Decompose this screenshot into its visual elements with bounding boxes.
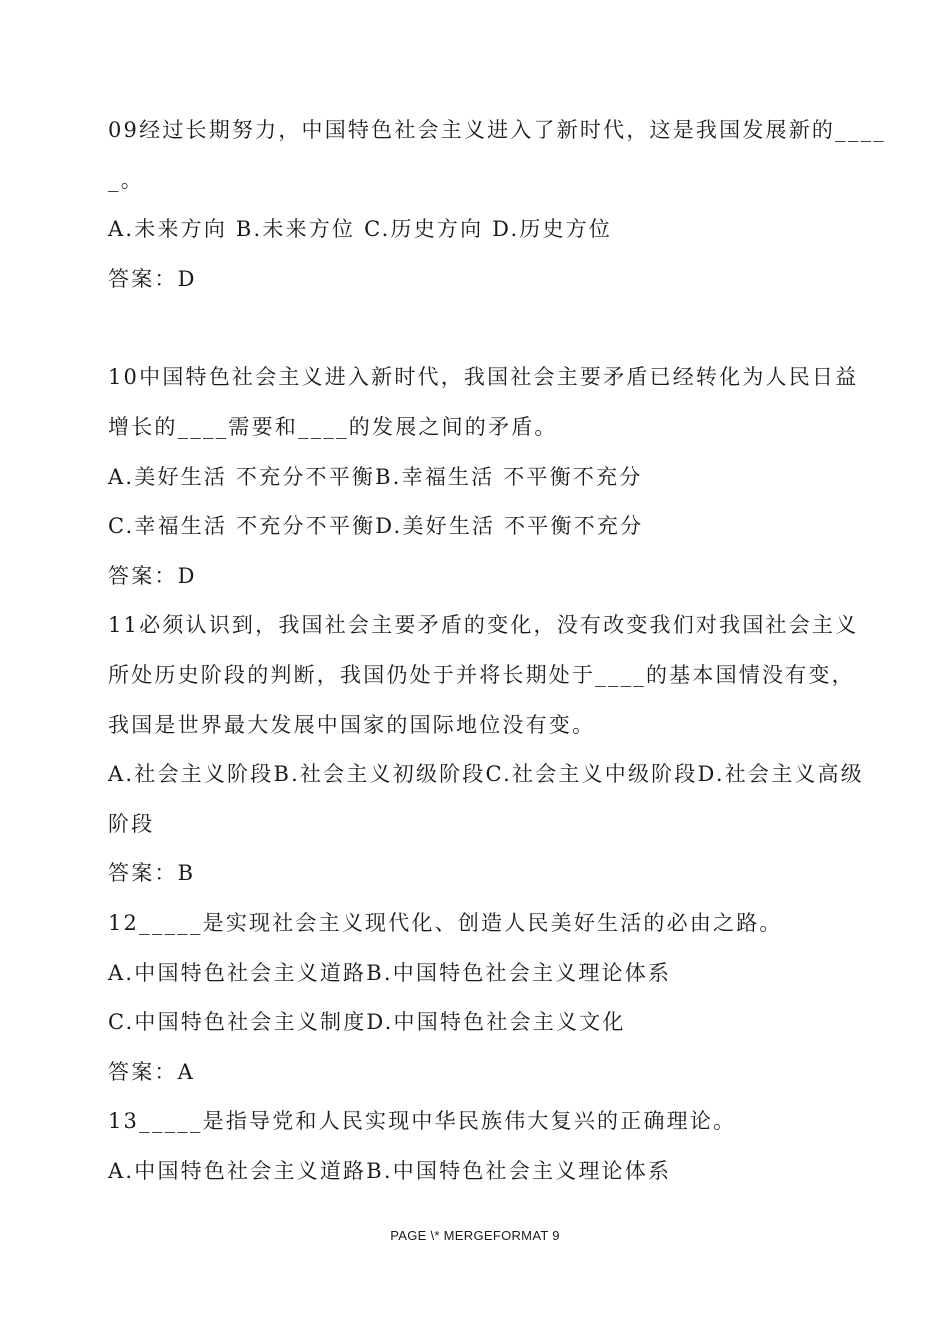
question-13 xyxy=(108,1097,844,1196)
question-text: 我国是世界最大发展中国家的国际地位没有变。 xyxy=(108,712,596,737)
page-footer: PAGE \* MERGEFORMAT 9 xyxy=(390,1228,560,1243)
answer-key: 答案：A xyxy=(108,1059,195,1084)
answer-key: 答案：D xyxy=(108,266,197,291)
question-text: 09经过长期努力，中国特色社会主义进入了新时代，这是我国发展新的____ xyxy=(108,118,886,142)
question-text: 13_____是指导党和人民实现中华民族伟大复兴的正确理论。 xyxy=(108,1109,737,1134)
answer-options: 阶段 xyxy=(108,811,155,836)
answer-options: C.幸福生活 不充分不平衡D.美好生活 不平衡不充分 xyxy=(108,514,644,539)
question-09 xyxy=(108,106,886,304)
answer-key: 答案：B xyxy=(108,861,196,886)
answer-options: A.美好生活 不充分不平衡B.幸福生活 不平衡不充分 xyxy=(108,464,643,489)
question-text: _。 xyxy=(108,167,144,192)
answer-options: C.中国特色社会主义制度D.中国特色社会主义文化 xyxy=(108,1010,626,1035)
question-11 xyxy=(108,601,864,899)
question-text: 10中国特色社会主义进入新时代，我国社会主要矛盾已经转化为人民日益 xyxy=(108,365,859,390)
answer-options: A.社会主义阶段B.社会主义初级阶段C.社会主义中级阶段D.社会主义高级 xyxy=(108,762,864,787)
answer-options: A.中国特色社会主义道路B.中国特色社会主义理论体系 xyxy=(108,960,672,985)
question-text: 11必须认识到，我国社会主要矛盾的变化，没有改变我们对我国社会主义 xyxy=(108,613,859,638)
paragraph-gap xyxy=(108,304,844,353)
answer-options: A.中国特色社会主义道路B.中国特色社会主义理论体系 xyxy=(108,1158,672,1183)
answer-key: 答案：D xyxy=(108,563,197,588)
question-text: 增长的____需要和____的发展之间的矛盾。 xyxy=(108,414,558,439)
question-12 xyxy=(108,899,844,1097)
document-body xyxy=(108,106,886,1196)
answer-options: A.未来方向 B.未来方位 C.历史方向 D.历史方位 xyxy=(108,217,613,242)
question-text: 所处历史阶段的判断，我国仍处于并将长期处于____的基本国情没有变， xyxy=(108,662,855,687)
question-text: 12_____是实现社会主义现代化、创造人民美好生活的必由之路。 xyxy=(108,910,783,935)
question-10 xyxy=(108,353,859,601)
